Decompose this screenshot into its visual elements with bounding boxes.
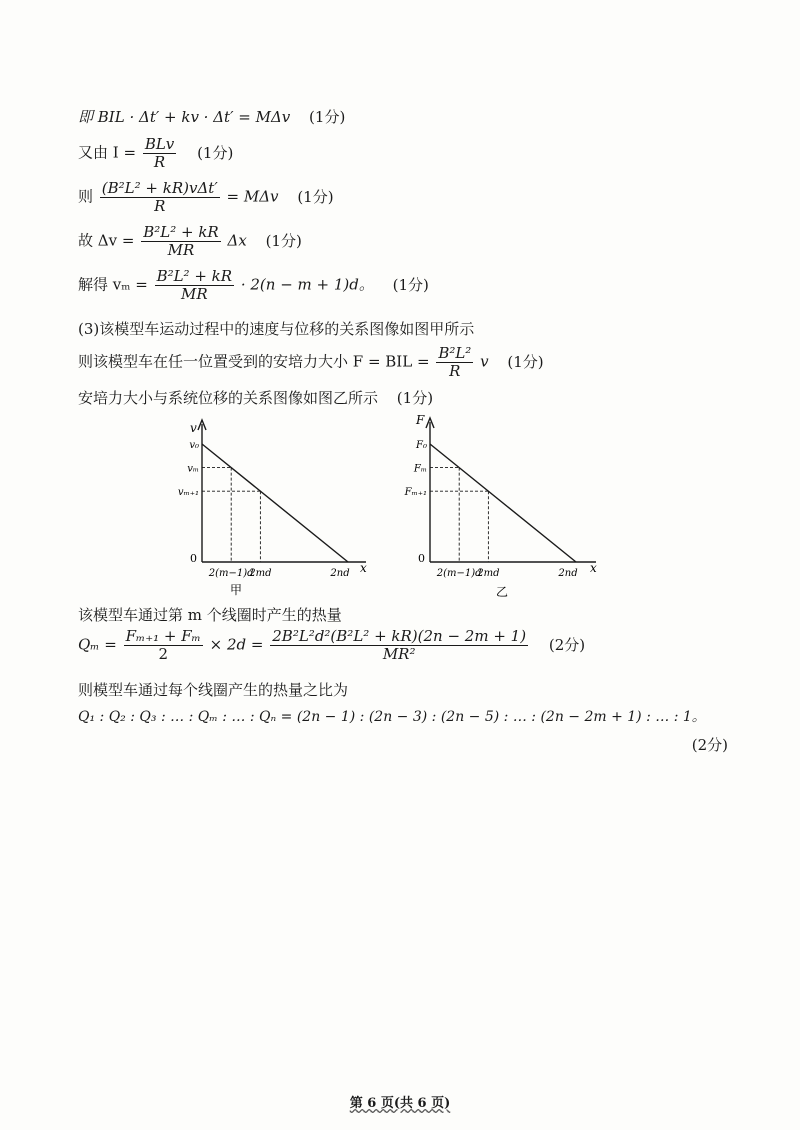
fraction-numerator: BLv — [144, 135, 175, 153]
equation-prefix: 解得 vₘ = — [78, 275, 148, 294]
score-label: (2分) — [548, 635, 586, 654]
fraction — [124, 628, 203, 663]
equation-prefix: 又由 I = — [78, 143, 137, 162]
score-label: (1分) — [396, 389, 434, 407]
fraction-numerator: B²L² + kR — [156, 267, 233, 285]
x-tick-label: 2(m−1)d — [436, 568, 482, 579]
text-line-8 — [78, 387, 433, 408]
y-tick-label: vₘ₊₁ — [177, 487, 199, 499]
y-axis-label: F — [416, 413, 425, 427]
origin-label: 0 — [418, 552, 425, 565]
x-tick-label: 2nd — [558, 568, 578, 579]
text-line-9 — [78, 604, 342, 625]
fraction-denominator: 2 — [158, 645, 169, 663]
paragraph-text: (3)该模型车运动过程中的速度与位移的关系图像如图甲所示 — [78, 320, 475, 338]
fraction-denominator: R — [153, 153, 166, 171]
paragraph-text: 安培力大小与系统位移的关系图像如图乙所示 — [78, 389, 379, 407]
x-tick-label: 2md — [249, 568, 272, 579]
equation-prefix: 则 — [78, 187, 94, 206]
y-tick-label: vₘ — [187, 463, 199, 475]
ratio-equation: Q₁ : Q₂ : Q₃ : … : Qₘ : … : Qₙ = (2n − 1) : (2n − 3) : (2n − 5) : … : (2n − 2m + 1) : … : 1。 — [78, 709, 706, 725]
equation-line-7 — [78, 345, 544, 380]
fraction — [143, 136, 176, 171]
fraction — [155, 268, 235, 303]
y-tick-label: Fₘ — [413, 463, 427, 475]
paragraph-text: 该模型车通过第 m 个线圈时产生的热量 — [78, 606, 342, 624]
data-line — [430, 444, 576, 562]
score-line-13 — [692, 734, 728, 755]
equation-line-1 — [78, 106, 345, 127]
fraction-denominator: MR — [167, 241, 195, 259]
score-label: (1分) — [297, 187, 334, 206]
score-label: (2分) — [691, 736, 728, 754]
score-label: (1分) — [392, 275, 429, 294]
x-tick-label: 2md — [477, 568, 500, 579]
graph-caption: 甲 — [230, 583, 243, 597]
y-tick-label: F₀ — [416, 440, 427, 451]
fraction — [141, 224, 221, 259]
fraction-numerator: Fₘ₊₁ + Fₘ — [125, 627, 201, 645]
x-axis-label: x — [360, 561, 367, 575]
graph-jia — [170, 412, 380, 602]
fraction-denominator: R — [154, 197, 166, 215]
origin-label: 0 — [190, 552, 197, 565]
equation-suffix: v — [480, 352, 489, 371]
equation-text: 即 BIL · Δt′ + kv · Δt′ = MΔv — [78, 108, 291, 126]
equation-line-4 — [78, 224, 302, 259]
graph-caption: 乙 — [496, 585, 509, 599]
score-label: (1分) — [309, 108, 346, 126]
paragraph-text: 则模型车通过每个线圈产生的热量之比为 — [78, 681, 349, 699]
x-tick-label: 2nd — [330, 568, 350, 579]
equation-suffix: Δx — [227, 231, 247, 250]
y-tick-label: v₀ — [189, 440, 199, 451]
data-line — [202, 444, 348, 562]
equation-middle: × 2d = — [209, 635, 264, 654]
equation-prefix: Qₘ = — [78, 635, 117, 654]
fraction — [100, 180, 220, 215]
page-number: 第 6 页(共 6 页) — [349, 1096, 451, 1111]
equation-suffix: = MΔv — [226, 187, 279, 206]
fraction-numerator: B²L² — [438, 344, 472, 362]
graph-axes — [426, 418, 596, 562]
page-footer — [0, 1092, 800, 1111]
y-axis-label: v — [190, 421, 197, 435]
equation-prefix: 则该模型车在任一位置受到的安培力大小 F = BIL = — [78, 352, 430, 371]
text-line-11 — [78, 679, 348, 700]
fraction-denominator: MR² — [382, 645, 416, 663]
fraction — [436, 345, 473, 380]
y-tick-label: Fₘ₊₁ — [404, 487, 427, 499]
x-tick-label: 2(m−1)d — [208, 568, 254, 579]
fraction-denominator: R — [449, 362, 461, 380]
fraction-numerator: B²L² + kR — [143, 223, 219, 241]
equation-line-2 — [78, 136, 233, 171]
fraction-denominator: MR — [180, 285, 208, 303]
equation-line-10 — [78, 628, 585, 663]
score-label: (1分) — [507, 352, 544, 371]
equation-line-12 — [78, 706, 706, 726]
text-line-6 — [78, 318, 474, 339]
x-axis-label: x — [590, 561, 597, 575]
graph-yi — [400, 408, 610, 602]
fraction-numerator: (B²L² + kR)vΔt′ — [101, 179, 218, 197]
fraction-numerator: 2B²L²d²(B²L² + kR)(2n − 2m + 1) — [272, 627, 527, 645]
equation-suffix: · 2(n − m + 1)d。 — [240, 275, 374, 294]
equation-line-5 — [78, 268, 429, 303]
score-label: (1分) — [197, 143, 234, 162]
score-label: (1分) — [265, 231, 302, 250]
fraction — [270, 628, 528, 663]
equation-prefix: 故 Δv = — [78, 231, 135, 250]
equation-line-3 — [78, 180, 334, 215]
